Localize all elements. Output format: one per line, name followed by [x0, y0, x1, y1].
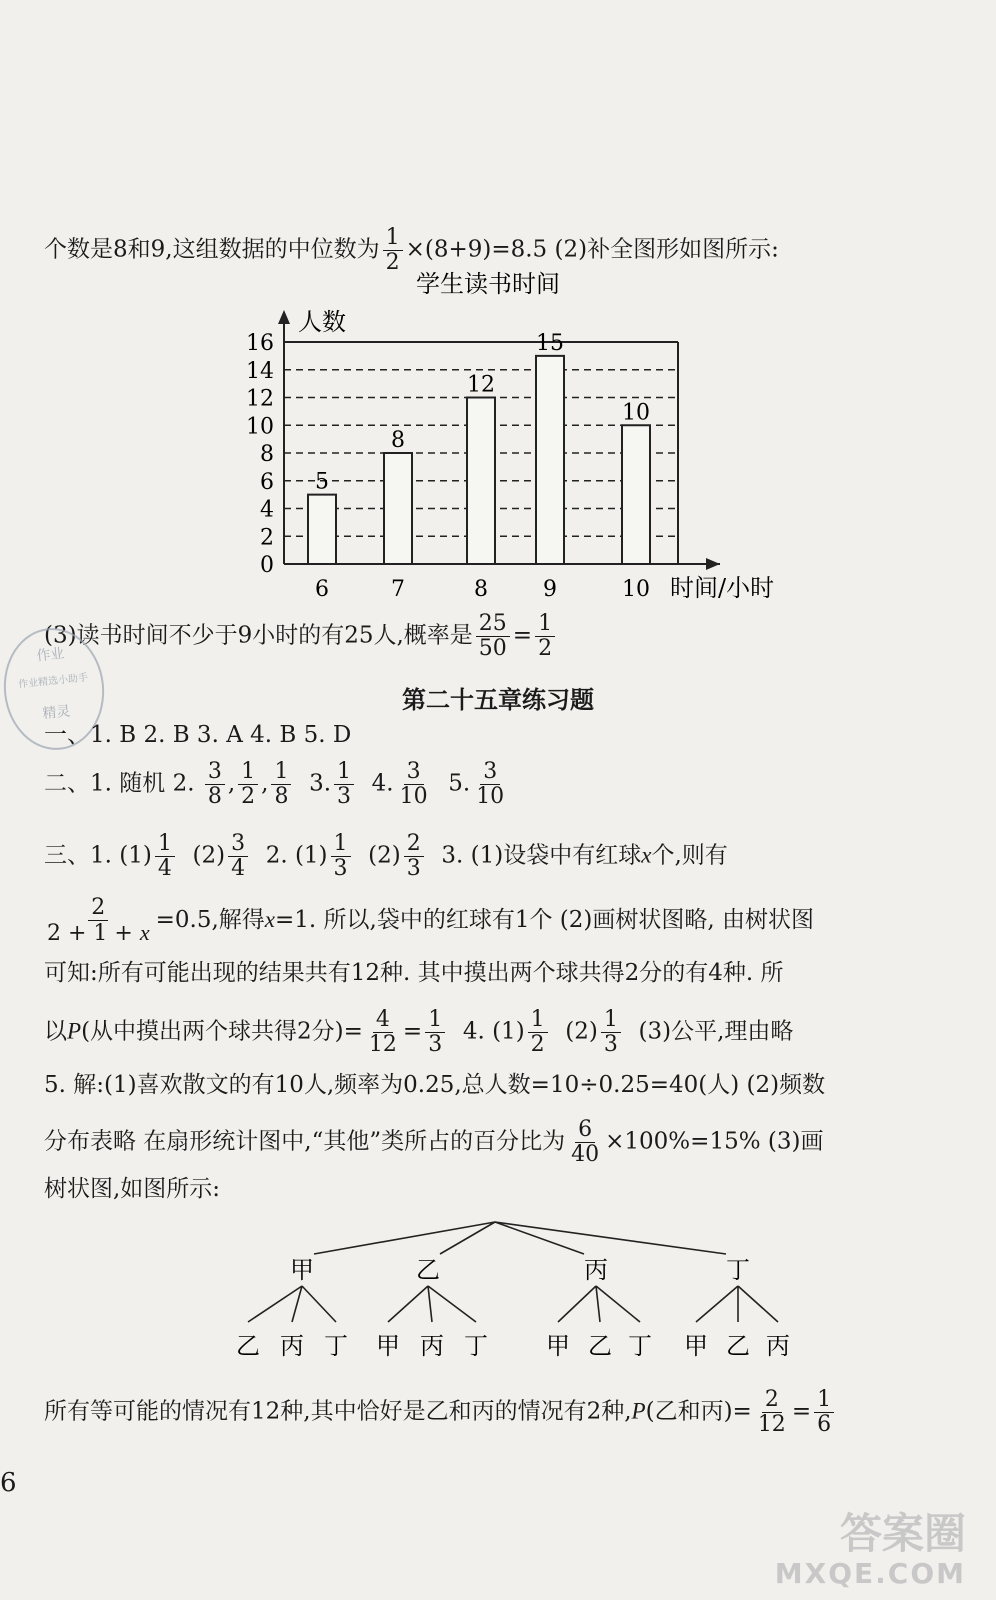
tree-leaf-label: 丙: [420, 1332, 444, 1360]
x-tick-label: 8: [474, 577, 488, 602]
section-1-line: 一、1. B 2. B 3. A 4. B 5. D: [44, 722, 352, 748]
fraction: $\frac{1}{2}$: [238, 760, 258, 809]
text-line-b: 可知:所有可能出现的结果共有12种. 其中摸出两个球共得2分的有4种. 所: [44, 960, 784, 986]
tree-branch: [596, 1286, 640, 1322]
text-line-e: 分布表略 在扇形统计图中,“其他”类所占的百分比为 $\frac{6}{40}$ ×100%=15% (3)画: [44, 1117, 824, 1167]
bar: [467, 398, 495, 565]
tree-branch: [388, 1286, 428, 1322]
tree-node-label: 甲: [290, 1256, 314, 1284]
bar: [536, 356, 564, 564]
tree-node-label: 乙: [416, 1256, 440, 1284]
y-tick-label: 0: [260, 553, 274, 578]
intro-text: 个数是8和9,这组数据的中位数为: [44, 236, 380, 263]
y-axis-arrow: [278, 310, 290, 324]
section-2-line: 二、1. 随机 2. $\frac{3}{8}$ , $\frac{1}{2}$ , $\frac{1}{8}$ 3. $\frac{1}{3}$ 4. $\frac{3}{10}$ 5. $\frac{3}{10}$: [44, 760, 956, 809]
fraction: $\frac{1}{3}$: [425, 1008, 445, 1057]
tree-leaf-label: 甲: [546, 1332, 570, 1360]
tree-leaf-label: 甲: [684, 1332, 708, 1360]
bar-value-label: 15: [536, 330, 564, 356]
text-line-d: 5. 解:(1)喜欢散文的有10人,频率为0.25,总人数=10÷0.25=40(人) (2)频数: [44, 1072, 826, 1098]
answer-3-text: (3)读书时间不少于9小时的有25人,概率是: [44, 622, 473, 649]
fraction: $\frac{3}{4}$: [228, 832, 248, 881]
tree-leaf-label: 乙: [236, 1332, 260, 1360]
fraction: $\frac{2}{12}$: [757, 1387, 786, 1437]
tree-leaf-label: 甲: [376, 1332, 400, 1360]
stamp-seal: 作业 作业精选小助手 精灵: [0, 623, 110, 755]
bar: [384, 453, 412, 564]
tree-branch: [738, 1286, 778, 1322]
bar-value-label: 10: [622, 400, 650, 426]
tree-leaf-label: 乙: [726, 1332, 750, 1360]
tree-branch: [302, 1286, 336, 1322]
fraction: $\frac{2}{3}$: [404, 832, 424, 881]
chart-title: 学生读书时间: [416, 270, 560, 298]
tree-leaf-label: 丙: [766, 1332, 790, 1360]
fraction: $\frac{1}{2}$: [528, 1008, 548, 1057]
y-tick-label: 2: [260, 525, 274, 551]
final-line: 所有等可能的情况有12种,其中恰好是乙和丙的情况有2种,P(乙和丙)= $\frac{2}{12}$ = $\frac{1}{6}$: [44, 1388, 956, 1437]
x-axis-label: 时间/小时: [670, 574, 775, 602]
fraction: $\frac{1}{3}$: [334, 760, 354, 809]
fraction: $\frac{1}{2}$: [535, 612, 555, 661]
fraction: $\frac{1}{6}$: [814, 1388, 834, 1437]
fraction: $\frac{6}{40}$: [571, 1117, 600, 1167]
tree-node-label: 丙: [584, 1256, 608, 1284]
tree-branch: [428, 1286, 476, 1322]
tree-leaf-label: 丁: [464, 1332, 488, 1360]
x-tick-label: 9: [543, 577, 557, 602]
fraction: $\frac{2}{2 + 1 + x}$: [47, 895, 150, 946]
y-tick-label: 14: [246, 358, 274, 384]
tree-branch: [696, 1286, 738, 1322]
x-tick-label: 6: [315, 577, 329, 602]
text-line-c: 以P(从中摸出两个球共得2分)= $\frac{4}{12}$ = $\frac{1}{3}$ 4. (1) $\frac{1}{2}$ (2) $\frac{1}{3}$ (3)公平,理由略: [44, 1007, 794, 1057]
bar: [308, 495, 336, 564]
equation-line: $\frac{2}{2 + 1 + x}$ =0.5,解得x=1. 所以,袋中的红球有1个 (2)画树状图略, 由树状图: [44, 896, 956, 946]
fraction: $\frac{1}{3}$: [331, 832, 351, 881]
fraction: $\frac{3}{10}$: [476, 759, 505, 809]
intro-text-2: ×(8+9)=8.5 (2)补全图形如图所示:: [405, 236, 779, 263]
watermark-logo: 答案圈 MXQE.COM: [774, 1509, 966, 1590]
x-tick-label: 10: [622, 577, 650, 602]
bar: [622, 425, 650, 564]
tree-branch: [558, 1286, 596, 1322]
section-3-line: 三、1. (1) $\frac{1}{4}$ (2) $\frac{3}{4}$ 2. (1) $\frac{1}{3}$ (2) $\frac{2}{3}$ 3. (1)设袋中有红球x个,则有: [44, 831, 728, 881]
text-line-f: 树状图,如图所示:: [44, 1176, 221, 1202]
y-tick-label: 10: [246, 414, 274, 440]
y-tick-label: 8: [260, 442, 274, 467]
tree-branch: [596, 1286, 600, 1322]
tree-leaf-label: 丙: [280, 1332, 304, 1360]
fraction: $\frac{1}{4}$: [155, 832, 175, 881]
bar-value-label: 8: [391, 428, 405, 453]
y-tick-label: 12: [246, 386, 274, 412]
tree-branch: [495, 1222, 726, 1254]
fraction: $\frac{25}{50}$: [476, 612, 510, 661]
fraction: $\frac{1}{2}$: [383, 226, 403, 275]
tree-leaf-label: 丁: [628, 1332, 652, 1360]
y-tick-label: 6: [260, 469, 274, 495]
fraction: $\frac{4}{12}$: [368, 1007, 397, 1057]
answer-3-line: (3)读书时间不少于9小时的有25人,概率是 $\frac{25}{50}$ = $\frac{1}{2}$: [44, 612, 956, 661]
y-tick-label: 16: [246, 331, 274, 356]
tree-node-label: 丁: [726, 1256, 750, 1284]
fraction: $\frac{3}{10}$: [399, 759, 428, 809]
tree-diagram: [0, 1212, 996, 1372]
fraction: $\frac{1}{3}$: [601, 1008, 621, 1057]
tree-branch: [428, 1286, 432, 1322]
y-axis-label: 人数: [298, 308, 346, 336]
x-tick-label: 7: [391, 577, 405, 602]
chapter-title: 第二十五章练习题: [402, 685, 594, 714]
page-number: 6: [0, 1468, 17, 1498]
fraction: $\frac{1}{8}$: [271, 760, 291, 809]
tree-branch: [495, 1222, 584, 1254]
tree-leaf-label: 乙: [588, 1332, 612, 1360]
bar-value-label: 12: [467, 372, 495, 398]
tree-leaf-label: 丁: [324, 1332, 348, 1360]
bar-value-label: 5: [315, 469, 329, 495]
x-axis-arrow: [706, 558, 720, 570]
reading-time-bar-chart: [0, 262, 996, 607]
y-tick-label: 4: [260, 497, 274, 523]
fraction: $\frac{3}{8}$: [205, 760, 225, 809]
